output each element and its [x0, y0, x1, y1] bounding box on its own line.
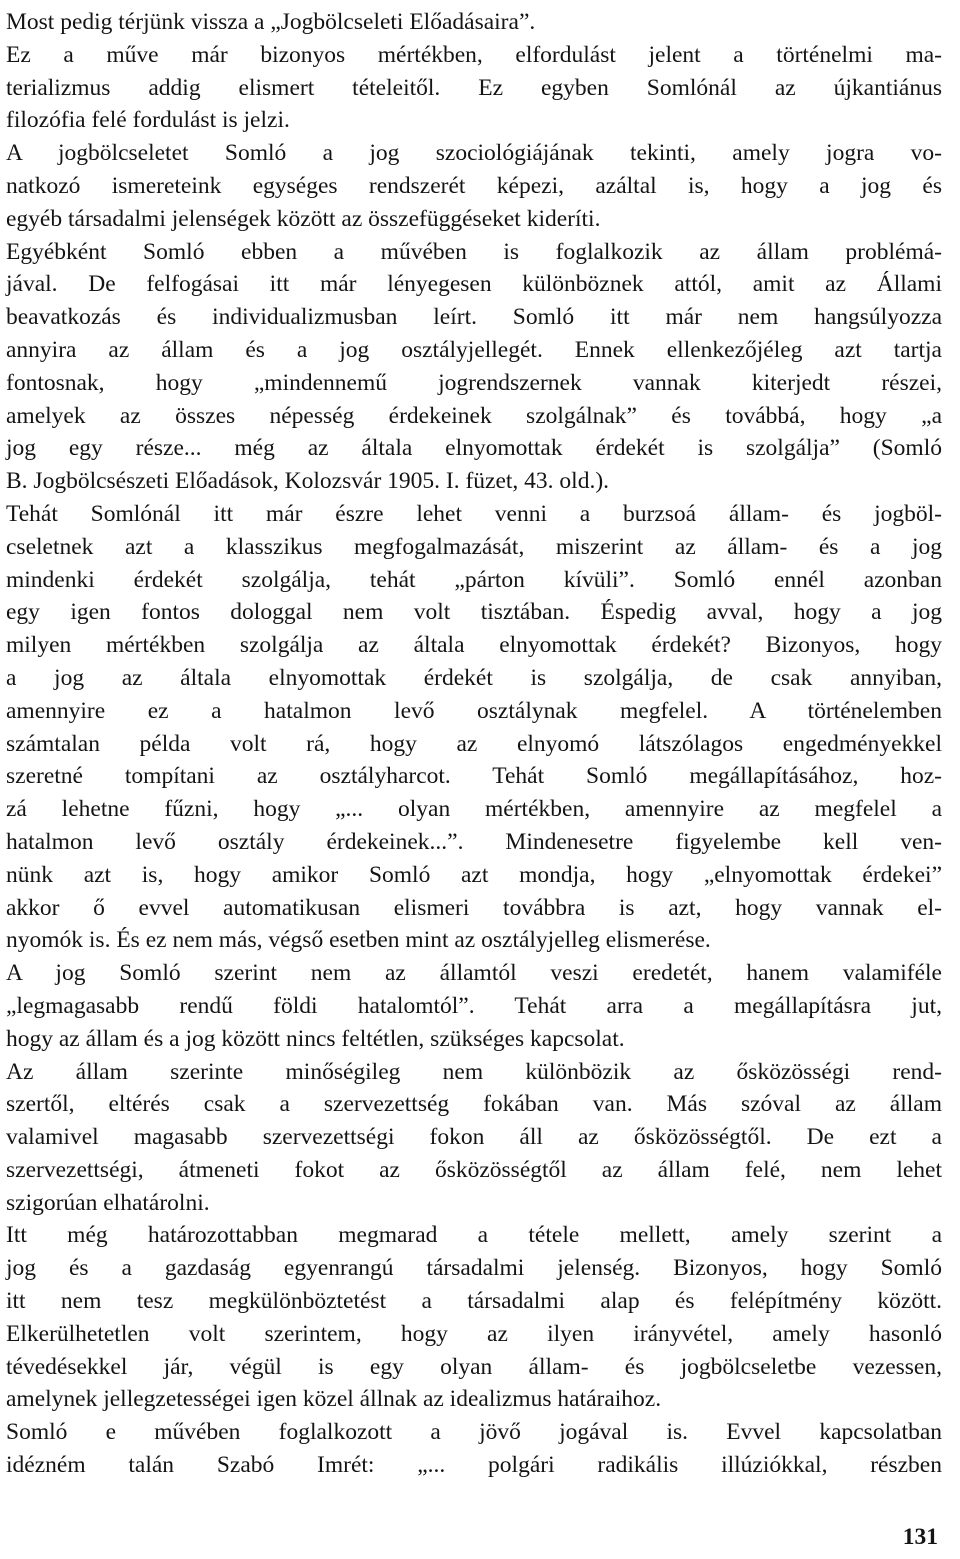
text-line: Most pedig térjünk vissza a „Jogbölcseleti Előadásaira”. — [6, 9, 536, 35]
text-line: amelynek jellegzetességei igen közel állnak az idealizmus határaihoz. — [6, 1386, 662, 1413]
text-line: egy igen fontos dologgal nem volt tisztában. Éspedig avval, hogy a jog — [6, 599, 942, 626]
text-line: egyéb társadalmi jelenségek között az összefüggéseket kideríti. — [6, 205, 601, 232]
text-line: natkozó ismereteink egységes rendszerét képezi, azáltal is, hogy a jog és — [6, 172, 942, 199]
text-line: idézném talán Szabó Imrét: „... polgári radikális illúziókkal, részben — [6, 1452, 942, 1479]
text-line: hatalmon levő osztály érdekeinek...”. Mindenesetre figyelembe kell ven- — [6, 828, 942, 855]
text-line: amennyire ez a hatalmon levő osztálynak megfelel. A történelemben — [6, 697, 942, 724]
text-line: nyomók is. És ez nem más, végső esetben mint az osztályjelleg elismerése. — [6, 927, 711, 954]
text-line: Egyébként Somló ebben a művében is foglalkozik az állam problémá- — [6, 238, 942, 265]
text-line: cseletnek azt a klasszikus megfogalmazását, miszerint az állam- és a jog — [6, 533, 942, 560]
text-line: Somló e művében foglalkozott a jövő jogával is. Evvel kapcsolatban — [6, 1419, 942, 1446]
text-line: Elkerülhetetlen volt szerintem, hogy az ilyen irányvétel, amely hasonló — [6, 1320, 942, 1347]
text-line: jog és a gazdaság egyenrangú társadalmi jelenség. Bizonyos, hogy Somló — [6, 1255, 942, 1282]
text-line: milyen mértékben szolgálja az általa elnyomottak érdekét? Bizonyos, hogy — [6, 632, 942, 659]
text-line: jával. De felfogásai itt már lényegesen különböznek attól, amit az Állami — [6, 271, 942, 298]
text-line: akkor ő evvel automatikusan elismeri továbbra is azt, hogy vannak el- — [6, 894, 942, 921]
text-line: itt nem tesz megkülönböztetést a társadalmi alap és felépítmény között. — [6, 1288, 942, 1315]
text-line: jog egy része... még az általa elnyomottak érdekét is szolgálja” (Somló — [6, 435, 942, 462]
text-line: fontosnak, hogy „mindennemű jogrendszernek vannak kiterjedt részei, — [6, 369, 942, 396]
text-line: számtalan példa volt rá, hogy az elnyomó látszólagos engedményekkel — [6, 730, 942, 757]
text-line: hogy az állam és a jog között nincs feltétlen, szükséges kapcsolat. — [6, 1025, 625, 1052]
text-line: szigorúan elhatárolni. — [6, 1189, 210, 1216]
text-line: beavatkozás és individualizmusban leírt. Somló itt már nem hangsúlyozza — [6, 304, 942, 331]
text-line: „legmagasabb rendű földi hatalomtól”. Tehát arra a megállapításra jut, — [6, 992, 942, 1019]
text-line: A jogbölcseletet Somló a jog szociológiájának tekinti, amely jogra vo- — [6, 140, 942, 167]
text-line: nünk azt is, hogy amikor Somló azt mondja, hogy „elnyomottak érdekei” — [6, 861, 942, 888]
text-line: B. Jogbölcsészeti Előadások, Kolozsvár 1905. I. füzet, 43. old.). — [6, 468, 610, 495]
text-line: a jog az általa elnyomottak érdekét is szolgálja, de csak annyiban, — [6, 664, 942, 691]
body-text — [6, 6, 942, 1482]
text-line: zá lehetne fűzni, hogy „... olyan mértékben, amennyire az megfelel a — [6, 796, 942, 823]
text-line: amelyek az összes népesség érdekeinek szolgálnak” és továbbá, hogy „a — [6, 402, 942, 429]
text-line: tévedésekkel jár, végül is egy olyan állam- és jogbölcseletbe vezessen, — [6, 1353, 942, 1380]
text-line: szervezettségi, átmeneti fokot az ősközösségtől az állam felé, nem lehet — [6, 1156, 942, 1183]
page-number: 131 — [902, 1524, 938, 1550]
text-line: annyira az állam és a jog osztályjellegét. Ennek ellenkezőjéleg azt tartja — [6, 336, 942, 363]
text-line: terializmus addig elismert tételeitől. Ez egyben Somlónál az újkantiánus — [6, 74, 942, 101]
text-line: valamivel magasabb szervezettségi fokon áll az ősközösségtől. De ezt a — [6, 1124, 942, 1151]
text-line: filozófia felé fordulást is jelzi. — [6, 107, 290, 134]
text-line: Ez a műve már bizonyos mértékben, elfordulást jelent a történelmi ma- — [6, 41, 942, 68]
text-line: szeretné tompítani az osztályharcot. Tehát Somló megállapításához, hoz- — [6, 763, 942, 790]
text-line: Tehát Somlónál itt már észre lehet venni a burzsoá állam- és jogböl- — [6, 500, 942, 527]
text-line: Itt még határozottabban megmarad a tétele mellett, amely szerint a — [6, 1222, 942, 1249]
text-line: szertől, eltérés csak a szervezettség fokában van. Más szóval az állam — [6, 1091, 942, 1118]
text-line: A jog Somló szerint nem az államtól veszi eredetét, hanem valamiféle — [6, 960, 942, 987]
text-line: mindenki érdekét szolgálja, tehát „párton kívüli”. Somló ennél azonban — [6, 566, 942, 593]
text-line: Az állam szerinte minőségileg nem különbözik az ősközösségi rend- — [6, 1058, 942, 1085]
